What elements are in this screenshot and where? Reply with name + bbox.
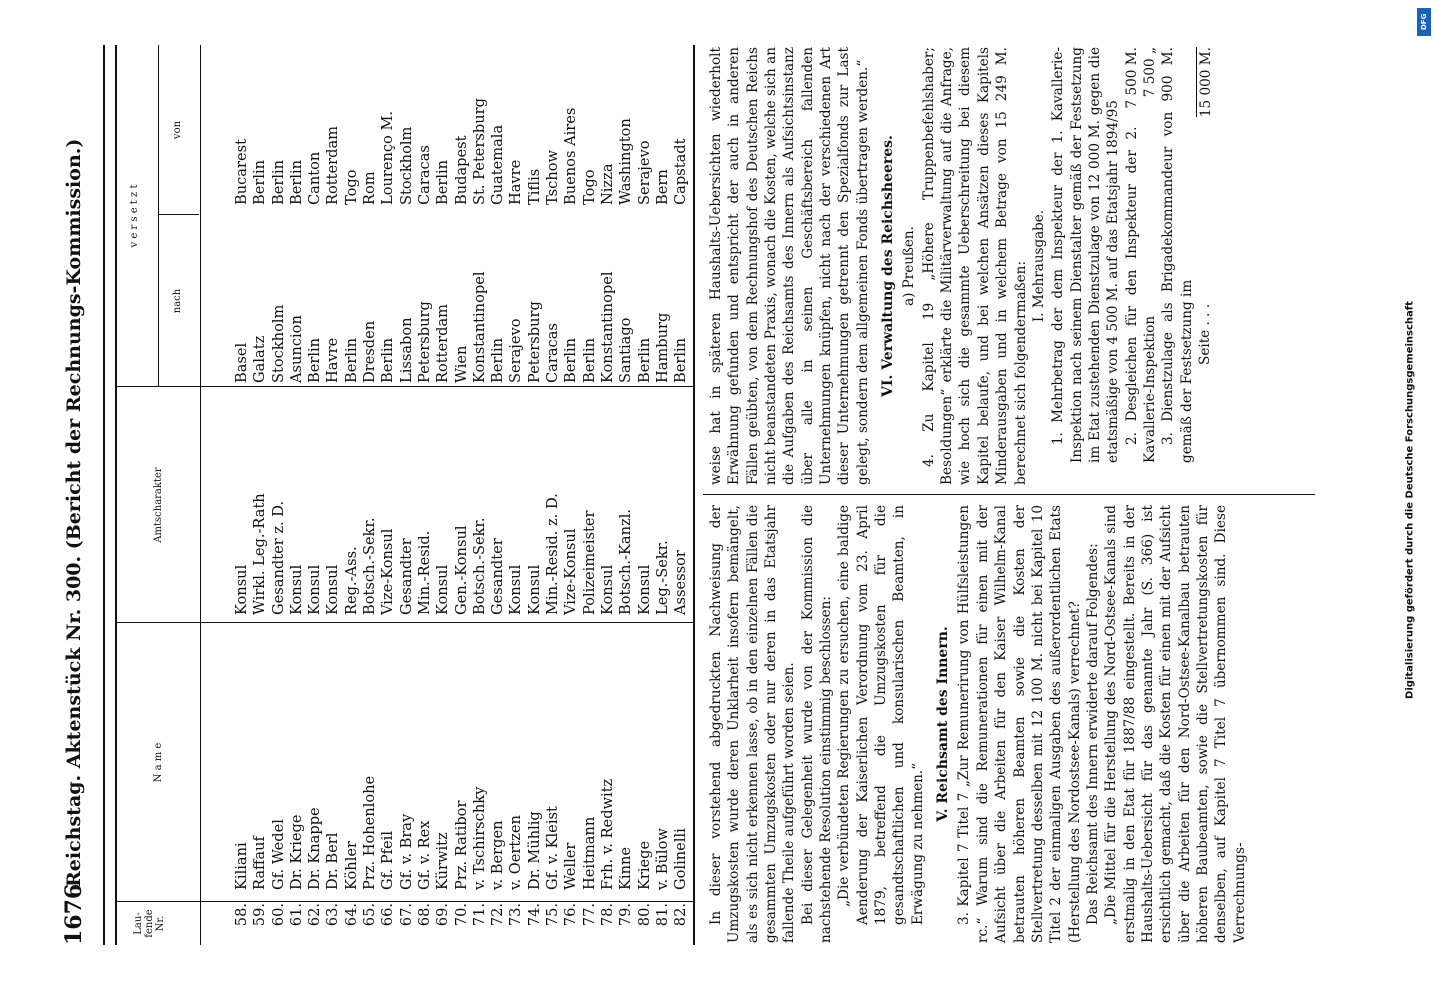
- row-number: 65.: [361, 903, 379, 927]
- list-item: 3. Dienstzulage als Brigadekommandeur von 900 M. gemäß der Festsetzung im: [1160, 47, 1195, 463]
- page-header: [55, 45, 103, 945]
- row-to: Lissabon: [397, 317, 415, 383]
- list-item: 1. Mehrbetrag der dem Inspekteur der 1. Kavallerie-Inspektion nach seinem Dienstalter gemäß der Festsetzung im Etat zustehenden Dienstzulage von 12 000 M. gegen die etatsmäßige von 4 500 M. auf das Etatsjahr 1894/95 7 500 M.: [1050, 47, 1140, 463]
- row-to: Konstantinopel: [598, 271, 616, 383]
- col-head-name: N a m e: [153, 742, 164, 783]
- row-number: 79.: [617, 903, 635, 927]
- row-to: Caracas: [544, 323, 562, 383]
- row-from: Buenos Aires: [562, 107, 580, 205]
- row-from: Togo: [580, 169, 598, 205]
- row-to: Petersburg: [525, 301, 543, 383]
- row-number: 73.: [507, 903, 525, 927]
- row-number: 78.: [598, 903, 616, 927]
- row-to: Berlin: [342, 337, 360, 383]
- row-to: Asuncion: [287, 315, 305, 383]
- row-rank: Konsul: [434, 564, 452, 615]
- row-rank: Konsul: [287, 564, 305, 615]
- dfg-logo: DFG: [1417, 8, 1431, 36]
- row-to: Petersburg: [415, 301, 433, 383]
- row-name: Prz. Hohenlohe: [361, 775, 379, 890]
- row-from: Rom: [361, 171, 379, 205]
- col-head-from: von: [172, 120, 183, 140]
- row-to: Berlin: [635, 337, 653, 383]
- row-rank: Konsul: [306, 564, 324, 615]
- row-name: Prz. Ratibor: [452, 800, 470, 890]
- row-rank: Konsul: [324, 564, 342, 615]
- col-from: [233, 98, 690, 205]
- row-to: Wien: [452, 345, 470, 383]
- row-number: 68.: [415, 903, 433, 927]
- paragraph: Das Reichsamt des Innern erwiderte darauf Folgendes:: [1084, 543, 1101, 925]
- row-from: Berlin: [287, 159, 305, 205]
- paragraph: In dieser vorstehend abgedruckten Nachweisung der Umzugskosten wurde deren Unklarheit insofern bemängelt, als es sich nicht erkennen lasse, ob in den einzelnen Fällen die gesammten Umzugskosten oder nur deren in das Etatsjahr fallende Theile aufgeführt worden seien.: [708, 505, 798, 943]
- row-rank: Gesandter: [397, 538, 415, 615]
- row-number: 81.: [653, 903, 671, 927]
- row-to: Berlin: [672, 337, 690, 383]
- row-rank: Konsul: [507, 564, 525, 615]
- row-number: 76.: [562, 903, 580, 927]
- row-rank: Polizeimeister: [580, 510, 598, 615]
- col-head-num: Lau-fende Nr.: [133, 909, 166, 938]
- row-name: v. Bülow: [653, 828, 671, 890]
- col-head-moved: v e r s e t z t: [129, 184, 140, 248]
- list-item: 2. Desgleichen für den Inspekteur der 2. Kavallerie-Inspektion 7 500 „: [1123, 47, 1158, 463]
- rotated-page: [55, 45, 1375, 945]
- digitization-credit: Digitalisierung gefördert durch die Deutsche Forschungsgemeinschaft: [1404, 301, 1416, 699]
- subsection-heading: I. Mehrausgabe.: [1030, 209, 1047, 323]
- row-to: Serajevo: [507, 318, 525, 383]
- row-rank: Botsch.-Sekr.: [361, 517, 379, 615]
- row-rank: Botsch.-Sekr.: [470, 517, 488, 615]
- row-number: 63.: [324, 903, 342, 927]
- row-from: Havre: [507, 159, 525, 205]
- row-name: Gf. v. Bray: [397, 813, 415, 890]
- col-rule: [115, 901, 693, 902]
- row-name: Dr. Mühlig: [525, 811, 543, 890]
- row-to: Konstantinopel: [470, 271, 488, 383]
- row-number: 71.: [470, 903, 488, 927]
- row-number: 82.: [672, 903, 690, 927]
- row-from: Togo: [342, 169, 360, 205]
- row-number: 80.: [635, 903, 653, 927]
- col-names: [233, 776, 690, 890]
- row-name: Frh. v. Redwitz: [598, 778, 616, 890]
- row-name: Gf. v. Rex: [415, 820, 433, 890]
- row-name: Kürwitz: [434, 832, 452, 890]
- row-rank: Botsch.-Kanzl.: [617, 508, 635, 615]
- row-rank: Vize-Konsul: [379, 528, 397, 615]
- row-name: Heitmann: [580, 816, 598, 890]
- row-from: Capstadt: [672, 138, 690, 205]
- section-heading: VI. Verwaltung des Reichsheeres.: [880, 135, 897, 397]
- row-name: Köhler: [342, 841, 360, 890]
- row-to: Havre: [324, 337, 342, 383]
- paragraph: 3. Kapitel 7 Titel 7 „Zur Remunerirung von Hülfsleistungen rc.“ Warum sind die Remunerationen für einen mit der Aufsicht über die Arbeiten für den Kaiser Wilhelm-Kanal betrauten höheren Beamten sowie die Kosten der Stellvertretung desselben mit 12 100 M. nicht bei Kapitel 10 Titel 2 der einmaligen Ausgaben des außerordentlichen Etats (Herstellung des Nordostsee-Kanals) verrechnet?: [956, 505, 1083, 943]
- text-column-left: [707, 505, 1249, 943]
- row-from: Berlin: [251, 159, 269, 205]
- row-to: Berlin: [306, 337, 324, 383]
- row-from: Berlin: [269, 159, 287, 205]
- row-name: Gf. v. Kleist: [544, 806, 562, 890]
- column-divider: [703, 494, 1315, 495]
- row-to: Galatz: [251, 335, 269, 383]
- row-name: Golinelli: [672, 828, 690, 890]
- row-from: Canton: [306, 151, 324, 205]
- page-number: 1676: [61, 883, 87, 945]
- row-rank: Reg.-Ass.: [342, 546, 360, 615]
- header-rule: [103, 45, 105, 945]
- row-from: Nizza: [598, 163, 616, 205]
- row-rank: Assessor: [672, 550, 690, 615]
- subtotal-amount: 15 000 M.: [1197, 47, 1214, 118]
- row-from: Guatemala: [489, 124, 507, 205]
- col-to: [233, 271, 690, 383]
- col-rule: [158, 45, 159, 387]
- row-rank: Gesandter z. D.: [269, 500, 287, 615]
- row-to: Stockholm: [269, 304, 287, 383]
- row-from: Bucarest: [233, 139, 250, 205]
- row-to: Berlin: [580, 337, 598, 383]
- row-from: Stockholm: [397, 126, 415, 205]
- row-to: Berlin: [562, 337, 580, 383]
- row-rank: Konsul: [635, 564, 653, 615]
- col-ranks: [233, 493, 690, 615]
- row-number: 61.: [287, 903, 305, 927]
- row-rank: Leg.-Sekr.: [653, 540, 671, 615]
- row-rank: Konsul: [598, 564, 616, 615]
- row-from: Caracas: [415, 145, 433, 205]
- row-to: Santiago: [617, 317, 635, 383]
- row-rank: Wirkl. Leg.-Rath: [251, 493, 269, 615]
- paragraph: weise hat in späteren Haushalts-Uebersichten wiederholt Erwähnung gefunden und entspricht der auch in anderen Fällen geübten, von dem Rechnungshof des Deutschen Reichs nicht beanstandeten Praxis, wonach die Kosten, welche sich an die Aufgaben des Reichsamts des Innern als Aufsichtsinstanz über alle in seinen Geschäftsbereich fallenden Unternehmungen knüpfen, nicht nach der verschiedenen Art dieser Unternehmungen getrennt den Spezialfonds zur Last gelegt, sondern dem allgemeinen Fonds übertragen werden.“: [708, 47, 871, 485]
- row-number: 58.: [233, 903, 250, 927]
- amount: 7 500 M.: [1123, 47, 1140, 109]
- row-from: Tiflis: [525, 168, 543, 205]
- row-rank: Konsul: [233, 564, 250, 615]
- row-from: Berlin: [434, 159, 452, 205]
- row-to: Berlin: [489, 337, 507, 383]
- subsection-heading: a) Preußen.: [901, 226, 918, 306]
- row-name: Kriege: [635, 840, 653, 890]
- section-heading: V. Reichsamt des Innern.: [935, 626, 952, 822]
- row-number: 66.: [379, 903, 397, 927]
- row-rank: Min.-Resid. z. D.: [544, 493, 562, 615]
- amount: 7 500 „: [1141, 47, 1158, 98]
- col-head-rank: Amtscharakter: [153, 467, 164, 543]
- row-name: Gf. Pfeil: [379, 830, 397, 890]
- row-to: Basel: [233, 342, 250, 383]
- row-to: Dresden: [361, 320, 379, 383]
- row-number: 69.: [434, 903, 452, 927]
- paragraph: 4. Zu Kapitel 19 „Höhere Truppenbefehlshaber; Besoldungen“ erklärte die Militärverwaltung auf die Anfrage, wie hoch sich die gesammte Ueberschreitung bei diesem Kapitel belaufe, und bei welchen Ansätzen dieses Kapitels Minderausgaben und in welchem Betrage von 15 249 M. berechnet sich folgendermaßen:: [920, 47, 1029, 485]
- row-number: 64.: [342, 903, 360, 927]
- col-rule: [115, 386, 693, 387]
- resolution-quote: „Die verbündeten Regierungen zu ersuchen, eine baldige Aenderung der Kaiserlichen Verordnung vom 23. April 1879, betreffend die Umzugskosten für die gesandtschaftlichen und konsularischen Beamten, in Erwägung zu nehmen.“: [836, 505, 926, 925]
- row-number: 70.: [452, 903, 470, 927]
- row-name: Dr. Kriege: [287, 814, 305, 890]
- row-name: Raffauf: [251, 836, 269, 890]
- row-number: 59.: [251, 903, 269, 927]
- row-name: v. Bergen: [489, 820, 507, 890]
- table-head-rule: [200, 45, 201, 945]
- row-number: 62.: [306, 903, 324, 927]
- row-from: St. Petersburg: [470, 98, 488, 205]
- table-bottom-rule: [693, 45, 695, 945]
- row-name: Kiliani: [233, 842, 250, 890]
- row-to: Hamburg: [653, 312, 671, 383]
- col-head-to: nach: [172, 288, 183, 314]
- row-from: Washington: [617, 118, 635, 205]
- col-numbers: [233, 903, 690, 941]
- table-top-rule: [115, 45, 117, 945]
- col-rule: [115, 622, 693, 623]
- row-name: Dr. Knappe: [306, 807, 324, 890]
- row-number: 72.: [489, 903, 507, 927]
- row-number: 75.: [544, 903, 562, 927]
- row-name: Gf. Wedel: [269, 819, 287, 890]
- row-to: Rotterdam: [434, 304, 452, 383]
- paragraph: Bei dieser Gelegenheit wurde von der Kommission die nachstehende Resolution einstimmig beschlossen:: [799, 505, 835, 943]
- row-rank: Gesandter: [489, 538, 507, 615]
- row-name: Weller: [562, 842, 580, 890]
- row-to: Berlin: [379, 337, 397, 383]
- row-from: Rotterdam: [324, 126, 342, 205]
- row-number: 67.: [397, 903, 415, 927]
- row-rank: Konsul: [525, 564, 543, 615]
- paragraph: „Die Mittel für die Herstellung des Nord-Ostsee-Kanals sind erstmalig in den Etat für 1887/88 eingestellt. Bereits in der Haushalts-Uebersicht für das genannte Jahr (S. 366) ist ersichtlich gemacht, daß die Kosten für einen mit der Aufsicht über die Arbeiten für den Nord-Ostsee-Kanalbau betrauten höheren Baubeamten, sowie die Stellvertretungskosten für denselben, auf Kapitel 7 Titel 7 übernommen sind. Diese Verrechnungs-: [1103, 505, 1248, 943]
- text-column-right: [707, 47, 1215, 485]
- row-number: 60.: [269, 903, 287, 927]
- row-name: Kinne: [617, 846, 635, 890]
- row-from: Serajevo: [635, 140, 653, 205]
- row-from: Lourenço M.: [379, 110, 397, 205]
- page-title: Reichstag. Aktenstück Nr. 300. (Bericht der Rechnungs-Kommission.): [63, 138, 85, 887]
- row-from: Tschow: [544, 149, 562, 205]
- row-rank: Gen.-Konsul: [452, 525, 470, 615]
- row-name: v. Tschirschky: [470, 786, 488, 890]
- row-name: Dr. Berl: [324, 832, 342, 890]
- row-rank: Vize-Konsul: [562, 528, 580, 615]
- row-from: Bern: [653, 169, 671, 205]
- subtotal-row: [1196, 47, 1215, 485]
- row-rank: Min.-Resid.: [415, 530, 433, 615]
- row-number: 77.: [580, 903, 598, 927]
- row-from: Budapest: [452, 135, 470, 205]
- row-name: v. Oertzen: [507, 815, 525, 890]
- row-number: 74.: [525, 903, 543, 927]
- subtotal-label: Seite . . .: [1196, 303, 1213, 365]
